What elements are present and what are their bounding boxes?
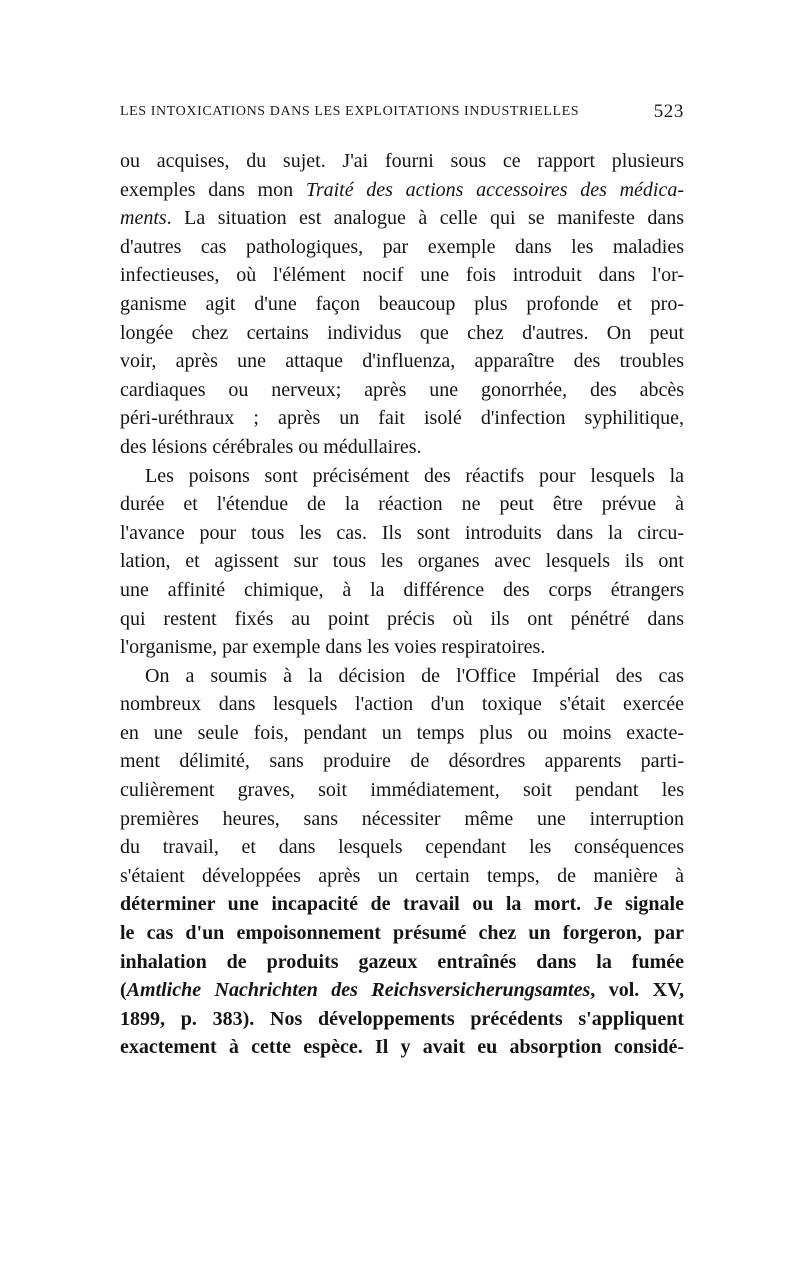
text-line: exemples dans mon Traité des actions accessoires des médica- <box>120 178 684 201</box>
journal-title: Amtliche Nachrichten des Reichsversicherungsamtes <box>126 979 591 1002</box>
text-line: le cas d'un empoisonnement présumé chez un forgeron, par <box>120 922 684 945</box>
running-title: LES INTOXICATIONS DANS LES EXPLOITATIONS INDUSTRIELLES <box>120 104 580 119</box>
text-line: 1899, p. 383). Nos développements précédents s'appliquent <box>120 1007 684 1030</box>
text-line: ments. La situation est analogue à celle qui se manifeste dans <box>120 207 684 230</box>
text-line: ou acquises, du sujet. J'ai fourni sous ce rapport plusieurs <box>120 150 684 172</box>
book-title-end: ments <box>120 207 167 230</box>
text-line: durée et l'étendue de la réaction ne peut être prévue à <box>120 493 684 516</box>
text-line: d'autres cas pathologiques, par exemple dans les maladies <box>120 235 684 258</box>
text-line: culièrement graves, soit immédiatement, soit pendant les <box>120 779 684 802</box>
text-line: des lésions cérébrales ou médullaires. <box>120 435 422 458</box>
text-line: nombreux dans lesquels l'action d'un toxique s'était exercée <box>120 693 684 716</box>
text-line: ganisme agit d'une façon beaucoup plus profonde et pro- <box>120 292 684 315</box>
text-line: (Amtliche Nachrichten des Reichsversicherungsamtes, vol. XV, <box>120 979 684 1002</box>
text-line: lation, et agissent sur tous les organes avec lesquels ils ont <box>120 550 684 573</box>
text-line: l'avance pour tous les cas. Ils sont introduits dans la circu- <box>120 521 684 544</box>
text-line: voir, après une attaque d'influenza, apparaître des troubles <box>120 350 684 373</box>
book-title: Traité des actions accessoires des médica- <box>305 178 684 201</box>
text-line: en une seule fois, pendant un temps plus ou moins exacte- <box>120 721 684 744</box>
text-line: cardiaques ou nerveux; après une gonorrhée, des abcès <box>120 378 684 401</box>
text-line: exactement à cette espèce. Il y avait eu absorption considé- <box>120 1036 684 1059</box>
text-line: On a soumis à la décision de l'Office Impérial des cas <box>145 664 684 687</box>
text-line: infectieuses, où l'élément nocif une fois introduit dans l'or- <box>120 264 684 287</box>
text-line: longée chez certains individus que chez d'autres. On peut <box>120 321 684 344</box>
text-line: l'organisme, par exemple dans les voies respiratoires. <box>120 636 546 659</box>
text-line: Les poisons sont précisément des réactifs pour lesquels la <box>145 464 684 487</box>
body-text <box>120 147 684 1062</box>
text-line: inhalation de produits gazeux entraînés dans la fumée <box>120 950 684 973</box>
text-line: péri-uréthraux ; après un fait isolé d'infection syphilitique, <box>120 407 684 430</box>
text-line: déterminer une incapacité de travail ou la mort. Je signale <box>120 893 684 916</box>
text-line: premières heures, sans nécessiter même une interruption <box>120 807 684 830</box>
text-line: qui restent fixés au point précis où ils ont pénétré dans <box>120 607 684 630</box>
text-line: une affinité chimique, à la différence des corps étrangers <box>120 578 684 601</box>
page-number: 523 <box>653 101 684 122</box>
text-line: s'étaient développées après un certain temps, de manière à <box>120 864 684 887</box>
text-line: ment délimité, sans produire de désordres apparents parti- <box>120 750 684 773</box>
text-line: du travail, et dans lesquels cependant les conséquences <box>120 836 684 859</box>
